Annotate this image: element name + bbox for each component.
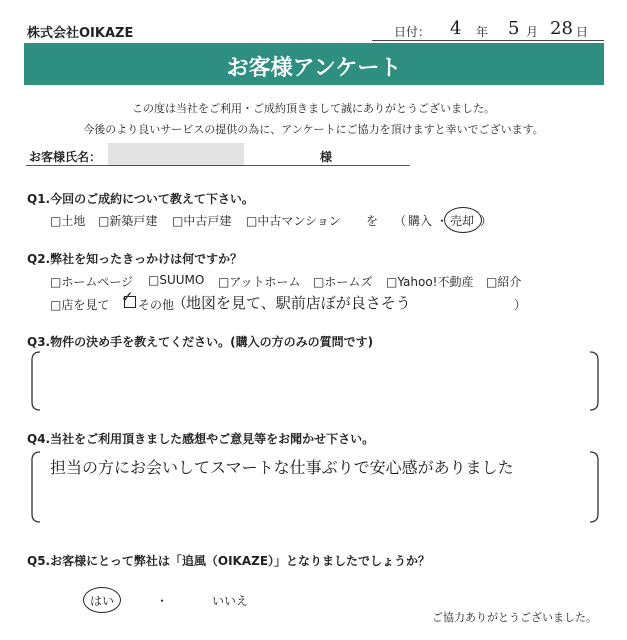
date-month-unit: 月	[526, 25, 539, 39]
page-title: お客様アンケート	[226, 56, 402, 81]
q1-option-used-house[interactable]: □中古戸建	[172, 214, 232, 228]
check-mark-icon: ✓	[121, 288, 134, 306]
q1-option-used-mansion[interactable]: □中古マンション	[246, 214, 341, 228]
q2-other-answer: 地図を見て、駅前店ぼが良さそう	[186, 294, 411, 312]
q2-option-other[interactable]: その他	[138, 298, 175, 312]
q1-sell-circle-mark	[444, 207, 482, 233]
q2-option-referral[interactable]: □紹介	[486, 275, 522, 289]
date-year-unit: 年	[476, 25, 489, 39]
date-day-unit: 日	[576, 25, 589, 39]
customer-name-field	[26, 143, 410, 166]
date-month-value: 5	[508, 18, 520, 39]
q2-option-athome[interactable]: □アットホーム	[218, 275, 301, 289]
q2-option-store[interactable]: □店を見て	[50, 298, 110, 312]
date-field	[372, 20, 604, 41]
date-label: 日付：	[394, 25, 431, 39]
q1-option-new-house[interactable]: □新築戸建	[98, 214, 158, 228]
q5-option-no[interactable]: いいえ	[212, 594, 249, 608]
q2-question: Q2.弊社を知ったきっかけは何ですか？	[27, 252, 243, 266]
q1-paren-close: ）	[480, 214, 493, 228]
closing-thanks: ご協力ありがとうございました。	[432, 611, 597, 624]
customer-name-label: お客様氏名：	[29, 150, 102, 164]
q2-other-paren-close: ）	[514, 298, 527, 312]
q4-answer: 担当の方にお会いしてスマートな仕事ぶりで安心感がありました	[50, 458, 514, 477]
q2-option-suumo[interactable]: □SUUMO	[148, 273, 205, 287]
q1-question: Q1.今回のご成約について教えて下さい。	[27, 192, 254, 206]
date-day-value: 28	[550, 18, 573, 39]
q3-question: Q3.物件の決め手を教えてください。(購入の方のみの質問です)	[27, 335, 374, 349]
q5-separator: ・	[156, 594, 169, 608]
title-banner	[24, 43, 604, 85]
intro-line-2: 今後のより良いサービスの提供の為に、アンケートにご協力を頂けますと幸いでございます。	[83, 123, 544, 136]
q1-choice-sep: ・	[436, 214, 449, 228]
customer-name-suffix: 様	[320, 150, 333, 164]
q5-yes-circle-mark	[83, 587, 121, 613]
customer-name-redacted	[108, 143, 244, 165]
q1-choice-sell[interactable]: 売却	[450, 214, 475, 228]
q2-option-homes[interactable]: □ホームズ	[313, 275, 373, 289]
intro-line-1: この度は当社をご利用・ご成約頂きまして誠にありがとうございました。	[132, 102, 495, 115]
q3-answer-box[interactable]	[30, 350, 600, 412]
q1-wo: を	[366, 214, 379, 228]
q1-paren-open: （	[394, 214, 407, 228]
q5-question: Q5.お客様にとって弊社は「追風（OIKAZE）」となりましたでしょうか？	[27, 554, 431, 568]
q5-option-yes[interactable]: はい	[90, 594, 115, 608]
q2-option-yahoo[interactable]: □Yahoo!不動産	[386, 275, 474, 289]
q4-question: Q4.当社をご利用頂きました感想やご意見等をお聞かせ下さい。	[27, 432, 375, 446]
q1-option-land[interactable]: □土地	[50, 214, 86, 228]
date-year-value: 4	[450, 18, 462, 39]
q2-option-homepage[interactable]: □ホームページ	[50, 275, 134, 289]
q1-choice-buy[interactable]: 購入	[408, 214, 433, 228]
q2-other-paren-open: （	[172, 294, 188, 312]
company-name: 株式会社OIKAZE	[27, 26, 134, 41]
